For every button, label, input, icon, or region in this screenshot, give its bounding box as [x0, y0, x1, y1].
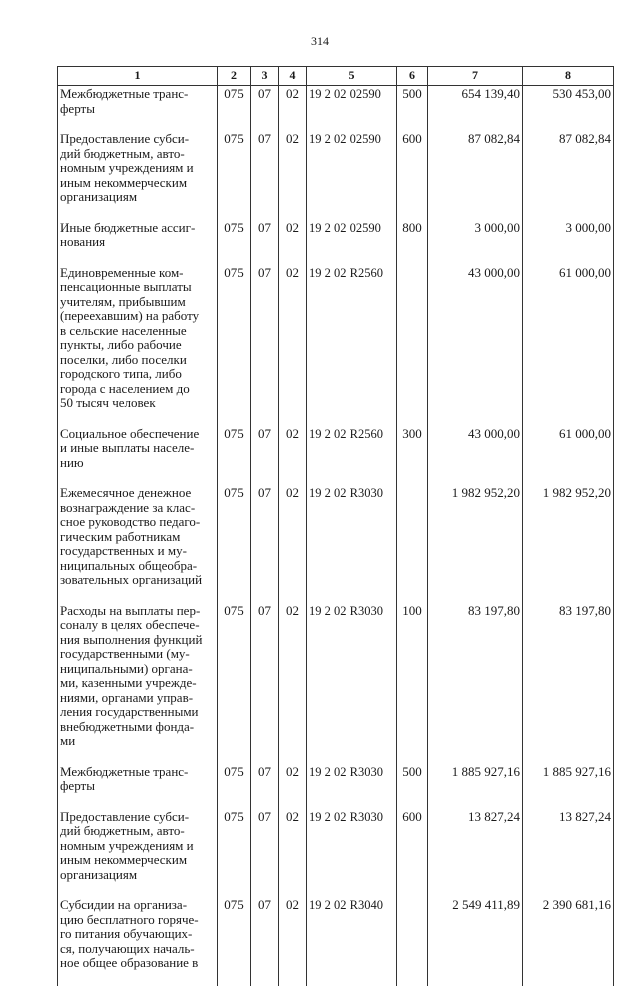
- target-article-cell: 19 2 02 02590: [307, 131, 397, 220]
- expense-name-line: номным учреждениям и: [60, 837, 194, 853]
- expense-name-line: ления государственными: [60, 704, 199, 719]
- column-header: 7: [428, 67, 523, 86]
- expense-name-cell: [58, 220, 218, 265]
- expense-name-line: иным некоммерческим: [60, 174, 188, 190]
- ministry-code-cell: 075: [218, 809, 251, 898]
- expense-type-cell: 800: [397, 220, 428, 265]
- expense-name-line: ферты: [60, 100, 95, 116]
- expense-name-cell: [58, 897, 218, 986]
- expense-name-line: ниципальными) органа-: [60, 660, 193, 676]
- expense-type-cell: 100: [397, 603, 428, 764]
- table-row: [58, 485, 614, 603]
- expense-name-line: гическим работникам: [60, 528, 181, 544]
- expense-type-cell: [397, 897, 428, 986]
- target-article-cell: 19 2 02 R2560: [307, 265, 397, 426]
- ministry-code-cell: 075: [218, 86, 251, 132]
- ministry-code-cell: 075: [218, 485, 251, 603]
- expense-name-line: ся, получающих началь-: [60, 940, 195, 956]
- subsection-code-cell: 02: [279, 764, 307, 809]
- amount-year1-cell: 3 000,00: [428, 220, 523, 265]
- table-row: [58, 426, 614, 486]
- expense-name-line: сное руководство педаго-: [60, 514, 201, 529]
- expense-name-line: Социальное обеспечение: [60, 425, 200, 441]
- section-code-cell: 07: [251, 131, 279, 220]
- section-code-cell: 07: [251, 485, 279, 603]
- subsection-code-cell: 02: [279, 809, 307, 898]
- ministry-code-cell: 075: [218, 131, 251, 220]
- amount-year2-cell: 3 000,00: [523, 220, 614, 265]
- expense-name-line: 50 тысяч человек: [60, 395, 156, 410]
- amount-year1-cell: 1 885 927,16: [428, 764, 523, 809]
- expense-name-line: нования: [60, 234, 106, 249]
- section-code-cell: 07: [251, 764, 279, 809]
- page-number: 314: [311, 34, 329, 48]
- amount-year1-cell: 87 082,84: [428, 131, 523, 220]
- expense-name-line: Межбюджетные транс-: [60, 763, 189, 779]
- column-header: 3: [251, 67, 279, 86]
- amount-year2-cell: 13 827,24: [523, 809, 614, 898]
- header-row: [58, 67, 614, 86]
- expense-name-line: зовательных организаций: [60, 572, 203, 587]
- table-row: [58, 764, 614, 809]
- table-row: [58, 86, 614, 132]
- expense-type-cell: 600: [397, 131, 428, 220]
- expense-name-line: пенсационные выплаты: [60, 279, 192, 294]
- expense-name-line: города с населением до: [60, 380, 190, 396]
- expense-name-line: Предоставление субси-: [60, 808, 190, 824]
- expense-name-line: Предоставление субси-: [60, 131, 190, 146]
- expense-name-cell: [58, 131, 218, 220]
- expense-name-line: Иные бюджетные ассиг-: [60, 219, 196, 235]
- table-row: [58, 603, 614, 764]
- subsection-code-cell: 02: [279, 603, 307, 764]
- expense-name-cell: [58, 485, 218, 603]
- expense-name-line: внебюджетными фонда-: [60, 718, 195, 734]
- amount-year2-cell: 1 885 927,16: [523, 764, 614, 809]
- expense-type-cell: 300: [397, 426, 428, 486]
- subsection-code-cell: 02: [279, 265, 307, 426]
- expense-name-line: цию бесплатного горяче-: [60, 911, 199, 927]
- subsection-code-cell: 02: [279, 86, 307, 132]
- ministry-code-cell: 075: [218, 426, 251, 486]
- expense-name-line: ми, казенными учрежде-: [60, 675, 197, 690]
- expense-type-cell: [397, 485, 428, 603]
- amount-year1-cell: 2 549 411,89: [428, 897, 523, 986]
- section-code-cell: 07: [251, 426, 279, 486]
- section-code-cell: 07: [251, 220, 279, 265]
- section-code-cell: 07: [251, 897, 279, 986]
- expense-type-cell: 500: [397, 86, 428, 132]
- expense-name-line: дий бюджетным, авто-: [60, 145, 185, 161]
- section-code-cell: 07: [251, 86, 279, 132]
- subsection-code-cell: 02: [279, 131, 307, 220]
- section-code-cell: 07: [251, 809, 279, 898]
- expense-name-cell: [58, 265, 218, 426]
- table-row: [58, 809, 614, 898]
- ministry-code-cell: 075: [218, 265, 251, 426]
- target-article-cell: 19 2 02 R3030: [307, 809, 397, 898]
- expense-name-line: вознаграждение за клас-: [60, 499, 196, 515]
- target-article-cell: 19 2 02 02590: [307, 220, 397, 265]
- ministry-code-cell: 075: [218, 603, 251, 764]
- expense-name-line: городского типа, либо: [60, 366, 182, 381]
- budget-table: [57, 66, 614, 986]
- amount-year1-cell: 83 197,80: [428, 603, 523, 764]
- target-article-cell: 19 2 02 R3030: [307, 603, 397, 764]
- expense-name-line: государственными (му-: [60, 646, 190, 661]
- amount-year2-cell: 87 082,84: [523, 131, 614, 220]
- amount-year2-cell: 61 000,00: [523, 265, 614, 426]
- expense-name-line: (переехавшим) на работу: [60, 308, 200, 323]
- expense-type-cell: 600: [397, 809, 428, 898]
- target-article-cell: 19 2 02 R3030: [307, 485, 397, 603]
- column-header: 5: [307, 67, 397, 86]
- amount-year2-cell: 1 982 952,20: [523, 485, 614, 603]
- expense-name-line: Единовременные ком-: [60, 264, 184, 280]
- target-article-cell: 19 2 02 R2560: [307, 426, 397, 486]
- expense-type-cell: 500: [397, 764, 428, 809]
- expense-name-cell: [58, 86, 218, 132]
- column-header: 4: [279, 67, 307, 86]
- target-article-cell: 19 2 02 R3030: [307, 764, 397, 809]
- expense-name-line: ния выполнения функций: [60, 631, 203, 647]
- table-row: [58, 897, 614, 986]
- amount-year2-cell: 2 390 681,16: [523, 897, 614, 986]
- expense-name-line: ниями, органами управ-: [60, 689, 194, 705]
- expense-name-line: ное общее образование в: [60, 955, 199, 970]
- expense-name-line: ферты: [60, 778, 95, 793]
- column-header: 8: [523, 67, 614, 86]
- expense-name-cell: [58, 764, 218, 809]
- expense-name-cell: [58, 603, 218, 764]
- table-row: [58, 265, 614, 426]
- section-code-cell: 07: [251, 265, 279, 426]
- amount-year1-cell: 13 827,24: [428, 809, 523, 898]
- ministry-code-cell: 075: [218, 897, 251, 986]
- target-article-cell: 19 2 02 02590: [307, 86, 397, 132]
- table-row: [58, 220, 614, 265]
- section-code-cell: 07: [251, 603, 279, 764]
- amount-year1-cell: 654 139,40: [428, 86, 523, 132]
- expense-name-line: номным учреждениям и: [60, 160, 194, 175]
- column-header: 1: [58, 67, 218, 86]
- expense-name-line: учителям, прибывшим: [60, 293, 186, 309]
- table-row: [58, 131, 614, 220]
- expense-name-line: организациям: [60, 866, 138, 882]
- expense-name-cell: [58, 426, 218, 486]
- expense-name-line: организациям: [60, 189, 138, 204]
- expense-name-line: и иные выплаты населе-: [60, 440, 195, 455]
- column-header: 2: [218, 67, 251, 86]
- expense-name-line: соналу в целях обеспече-: [60, 617, 200, 632]
- amount-year1-cell: 43 000,00: [428, 426, 523, 486]
- target-article-cell: 19 2 02 R3040: [307, 897, 397, 986]
- expense-name-line: Ежемесячное денежное: [60, 485, 192, 500]
- expense-name-line: Субсидии на организа-: [60, 897, 188, 912]
- expense-name-line: Межбюджетные транс-: [60, 86, 189, 101]
- ministry-code-cell: 075: [218, 764, 251, 809]
- expense-name-line: иным некоммерческим: [60, 852, 188, 867]
- expense-name-line: пункты, либо рабочие: [60, 337, 182, 352]
- subsection-code-cell: 02: [279, 897, 307, 986]
- expense-name-line: в сельские населенные: [60, 322, 187, 338]
- amount-year1-cell: 1 982 952,20: [428, 485, 523, 603]
- expense-name-line: нию: [60, 454, 84, 470]
- subsection-code-cell: 02: [279, 485, 307, 603]
- expense-name-line: дий бюджетным, авто-: [60, 823, 185, 838]
- expense-name-line: поселки, либо поселки: [60, 351, 187, 367]
- expense-name-line: го питания обучающих-: [60, 926, 193, 941]
- column-header: 6: [397, 67, 428, 86]
- expense-type-cell: [397, 265, 428, 426]
- subsection-code-cell: 02: [279, 426, 307, 486]
- expense-name-line: ниципальных общеобра-: [60, 557, 198, 573]
- amount-year2-cell: 83 197,80: [523, 603, 614, 764]
- expense-name-cell: [58, 809, 218, 898]
- amount-year1-cell: 43 000,00: [428, 265, 523, 426]
- subsection-code-cell: 02: [279, 220, 307, 265]
- expense-name-line: Расходы на выплаты пер-: [60, 602, 201, 618]
- expense-name-line: ми: [60, 733, 76, 748]
- amount-year2-cell: 61 000,00: [523, 426, 614, 486]
- expense-name-line: государственных и му-: [60, 543, 187, 558]
- amount-year2-cell: 530 453,00: [523, 86, 614, 132]
- ministry-code-cell: 075: [218, 220, 251, 265]
